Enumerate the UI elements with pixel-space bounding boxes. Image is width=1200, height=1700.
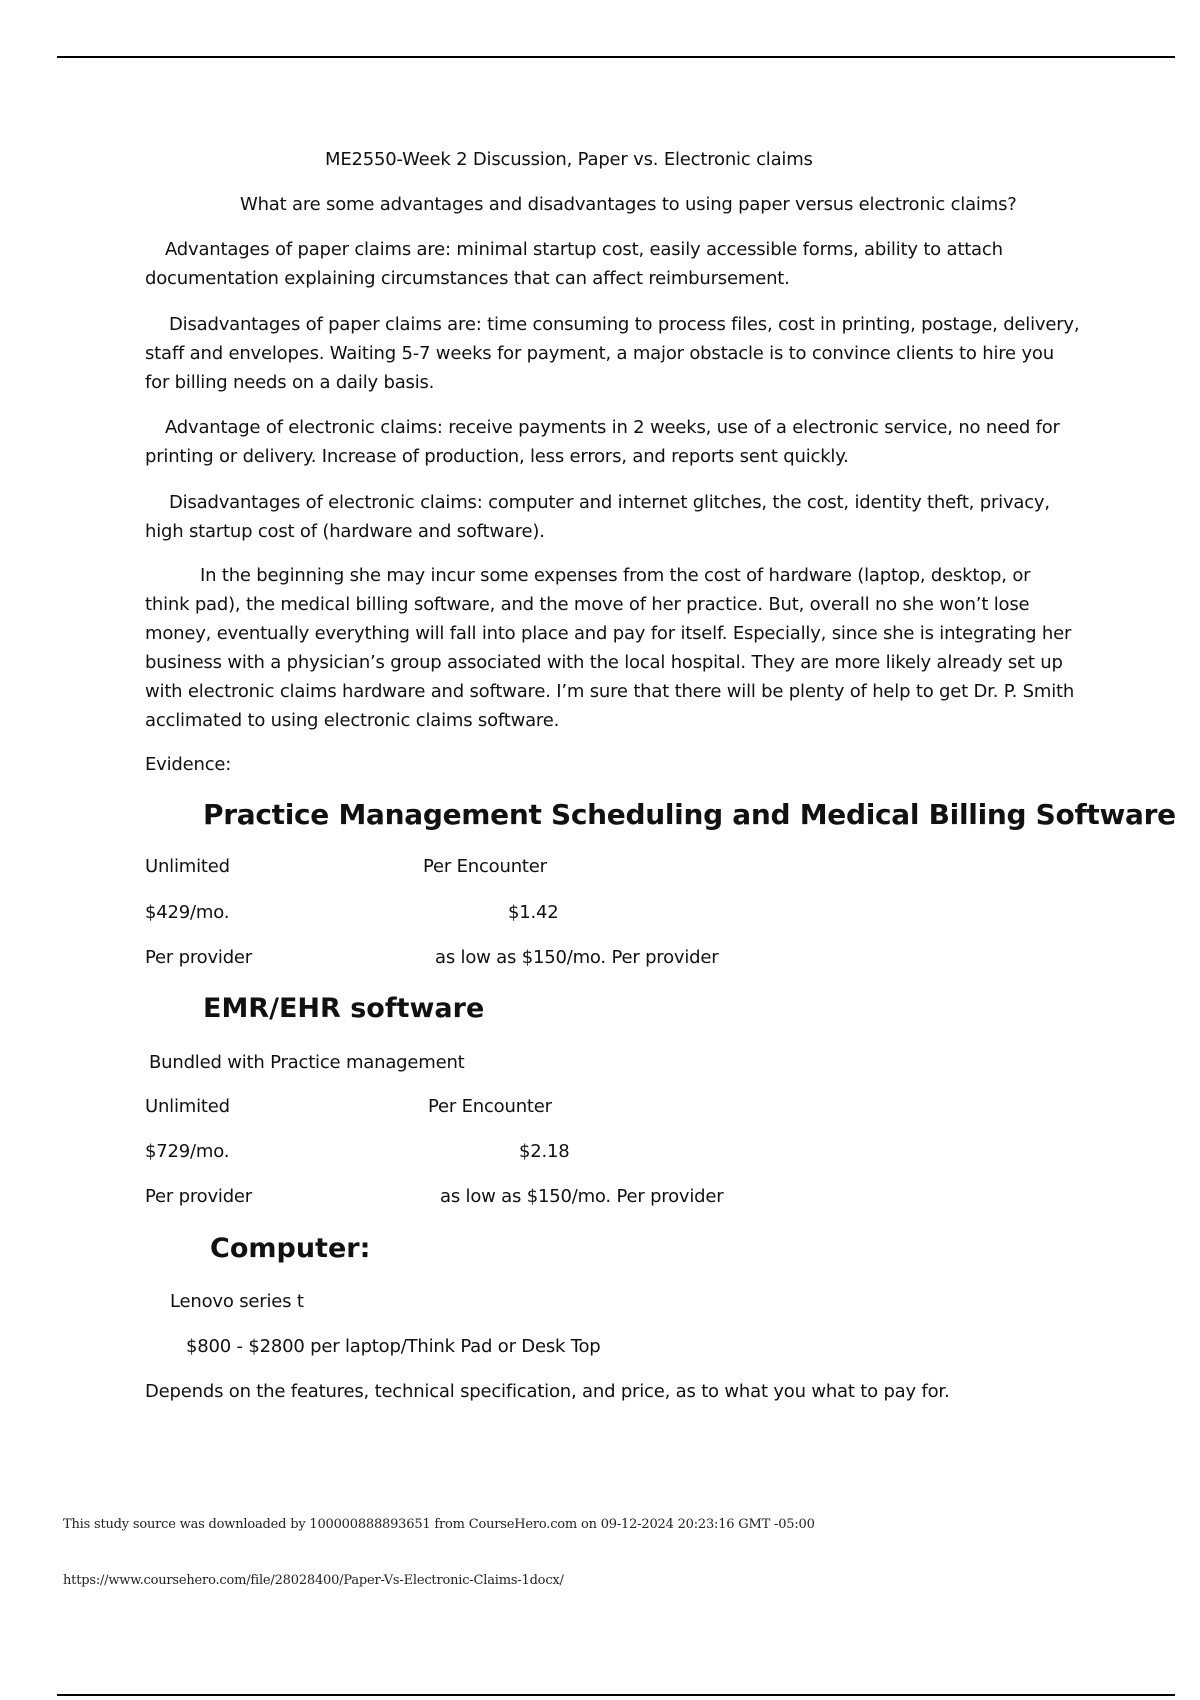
top-rule [57,56,1175,58]
computer-heading: Computer: [210,1233,371,1264]
paragraph-conclusion: In the beginning she may incur some expenses from the cost of hardware (laptop, desktop, or think pad), the medical billing software, and the move of her practice. But, overall no she won’t lose money, eventually everything will fall into place and pay for itself. Especially, since she is integrating her business with a physician’s group associated with the local hospital. They are more likely already set up with electronic claims hardware and software. I’m sure that there will be plenty of help to get Dr. P. Smith acclimated to using electronic claims software. [145,565,1075,731]
computer-model: Lenovo series t [170,1291,304,1312]
pm-col1-price: $429/mo. [145,902,230,923]
emr-subheading: Bundled with Practice management [149,1052,465,1073]
emr-col2-price: $2.18 [519,1141,570,1162]
paragraph-electronic-disadvantages: Disadvantages of electronic claims: computer and internet glitches, the cost, identity theft, privacy, high startup cost of (hardware and software). [145,492,1050,542]
pm-col2-header: Per Encounter [423,856,547,877]
emr-col1-price: $729/mo. [145,1141,230,1162]
emr-col1-note: Per provider [145,1186,253,1207]
emr-col2-header: Per Encounter [428,1096,552,1117]
paragraph-paper-disadvantages: Disadvantages of paper claims are: time consuming to process files, cost in printing, postage, delivery, staff and envelopes. Waiting 5-7 weeks for payment, a major obstacle is to convince clients to hire you for billing needs on a daily basis. [145,314,1080,393]
source-url[interactable]: https://www.coursehero.com/file/28028400/Paper-Vs-Electronic-Claims-1docx/ [63,1573,564,1588]
emr-col2-note: as low as $150/mo. Per provider [440,1186,724,1207]
emr-col1-header: Unlimited [145,1096,230,1117]
computer-note: Depends on the features, technical specification, and price, as to what you what to pay for. [145,1381,950,1402]
bottom-rule [57,1694,1175,1696]
pm-col2-price: $1.42 [508,902,559,923]
emr-heading: EMR/EHR software [203,993,485,1024]
computer-price: $800 - $2800 per laptop/Think Pad or Desk Top [186,1336,601,1357]
pm-col2-note: as low as $150/mo. Per provider [435,947,719,968]
evidence-label: Evidence: [145,754,232,775]
paragraph-paper-advantages: Advantages of paper claims are: minimal startup cost, easily accessible forms, ability to attach documentation explaining circumstances that can affect reimbursement. [145,239,1003,289]
paragraph-electronic-advantages: Advantage of electronic claims: receive payments in 2 weeks, use of a electronic service, no need for printing or delivery. Increase of production, less errors, and reports sent quickly. [145,417,1060,467]
pm-heading: Practice Management Scheduling and Medical Billing Software [203,798,1176,831]
download-notice: This study source was downloaded by 100000888893651 from CourseHero.com on 09-12-2024 20:23:16 GMT -05:00 [63,1517,815,1532]
discussion-question: What are some advantages and disadvantages to using paper versus electronic claims? [240,194,1017,215]
document-title: ME2550-Week 2 Discussion, Paper vs. Electronic claims [325,149,813,170]
pm-col1-note: Per provider [145,947,253,968]
pm-col1-header: Unlimited [145,856,230,877]
